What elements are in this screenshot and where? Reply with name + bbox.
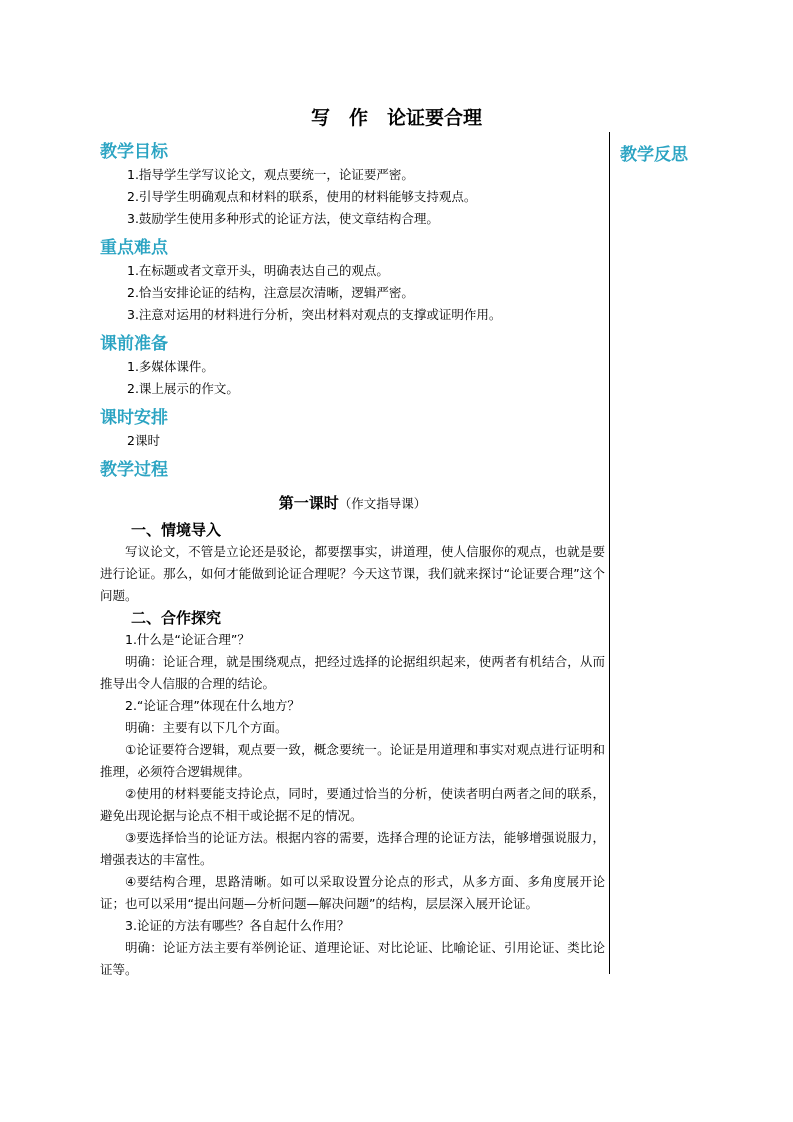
body-paragraph: ①论证要符合逻辑，观点要一致，概念要统一。论证是用道理和事实对观点进行证明和推理，必须符合逻辑规律。 bbox=[100, 742, 605, 779]
key-points-heading: 重点难点 bbox=[100, 238, 168, 258]
goal-item: 2.引导学生明确观点和材料的联系，使用的材料能够支持观点。 bbox=[127, 189, 477, 204]
key-point-item: 1.在标题或者文章开头，明确表达自己的观点。 bbox=[127, 263, 389, 278]
goal-item: 3.鼓励学生使用多种形式的论证方法，使文章结构合理。 bbox=[127, 211, 439, 226]
schedule-heading: 课时安排 bbox=[100, 408, 168, 428]
process-heading: 教学过程 bbox=[100, 460, 168, 480]
body-paragraph: 3.论证的方法有哪些？各自起什么作用？ bbox=[125, 918, 350, 933]
body-paragraph: 1.什么是“论证合理”？ bbox=[125, 632, 250, 647]
body-paragraph: 明确：主要有以下几个方面。 bbox=[125, 720, 288, 735]
preparation-heading: 课前准备 bbox=[100, 334, 168, 354]
goal-item: 1.指导学生学写议论文，观点要统一，论证要严密。 bbox=[127, 167, 414, 182]
preparation-item: 2.课上展示的作文。 bbox=[127, 381, 239, 396]
schedule-item: 2课时 bbox=[127, 433, 160, 448]
key-point-item: 3.注意对运用的材料进行分析，突出材料对观点的支撑或证明作用。 bbox=[127, 307, 502, 322]
body-paragraph: 2.“论证合理”体现在什么地方？ bbox=[125, 698, 300, 713]
goals-heading: 教学目标 bbox=[100, 142, 168, 162]
lesson-title-text: 第一课时 bbox=[278, 494, 339, 512]
document-title: 写 作 论证要合理 bbox=[310, 107, 482, 129]
lesson-note: （作文指导课） bbox=[338, 496, 427, 511]
body-paragraph: ④要结构合理，思路清晰。如可以采取设置分论点的形式，从多方面、多角度展开论证；也可以采用“提出问题—分析问题—解决问题”的结构，层层深入展开论证。 bbox=[100, 874, 605, 911]
column-divider bbox=[609, 132, 610, 974]
part1-paragraph: 写议论文，不管是立论还是驳论，都要摆事实，讲道理，使人信服你的观点，也就是要进行论证。那么，如何才能做到论证合理呢？今天这节课，我们就来探讨“论证要合理”这个问题。 bbox=[100, 544, 605, 603]
body-paragraph: ③要选择恰当的论证方法。根据内容的需要，选择合理的论证方法，能够增强说服力，增强表达的丰富性。 bbox=[100, 830, 605, 867]
reflection-heading: 教学反思 bbox=[620, 145, 688, 165]
main-column bbox=[100, 140, 605, 981]
lesson-title bbox=[100, 492, 605, 513]
body-paragraph: 明确：论证方法主要有举例论证、道理论证、对比论证、比喻论证、引用论证、类比论证等。 bbox=[100, 940, 605, 977]
key-point-item: 2.恰当安排论证的结构，注意层次清晰，逻辑严密。 bbox=[127, 285, 414, 300]
body-paragraph: ②使用的材料要能支持论点，同时，要通过恰当的分析，使读者明白两者之间的联系，避免出现论据与论点不相干或论据不足的情况。 bbox=[100, 786, 605, 823]
preparation-item: 1.多媒体课件。 bbox=[127, 359, 214, 374]
body-paragraph: 明确：论证合理，就是围绕观点，把经过选择的论据组织起来，使两者有机结合，从而推导出令人信服的合理的结论。 bbox=[100, 654, 605, 691]
part2-heading: 二、合作探究 bbox=[131, 609, 222, 627]
part1-heading: 一、情境导入 bbox=[131, 521, 222, 539]
